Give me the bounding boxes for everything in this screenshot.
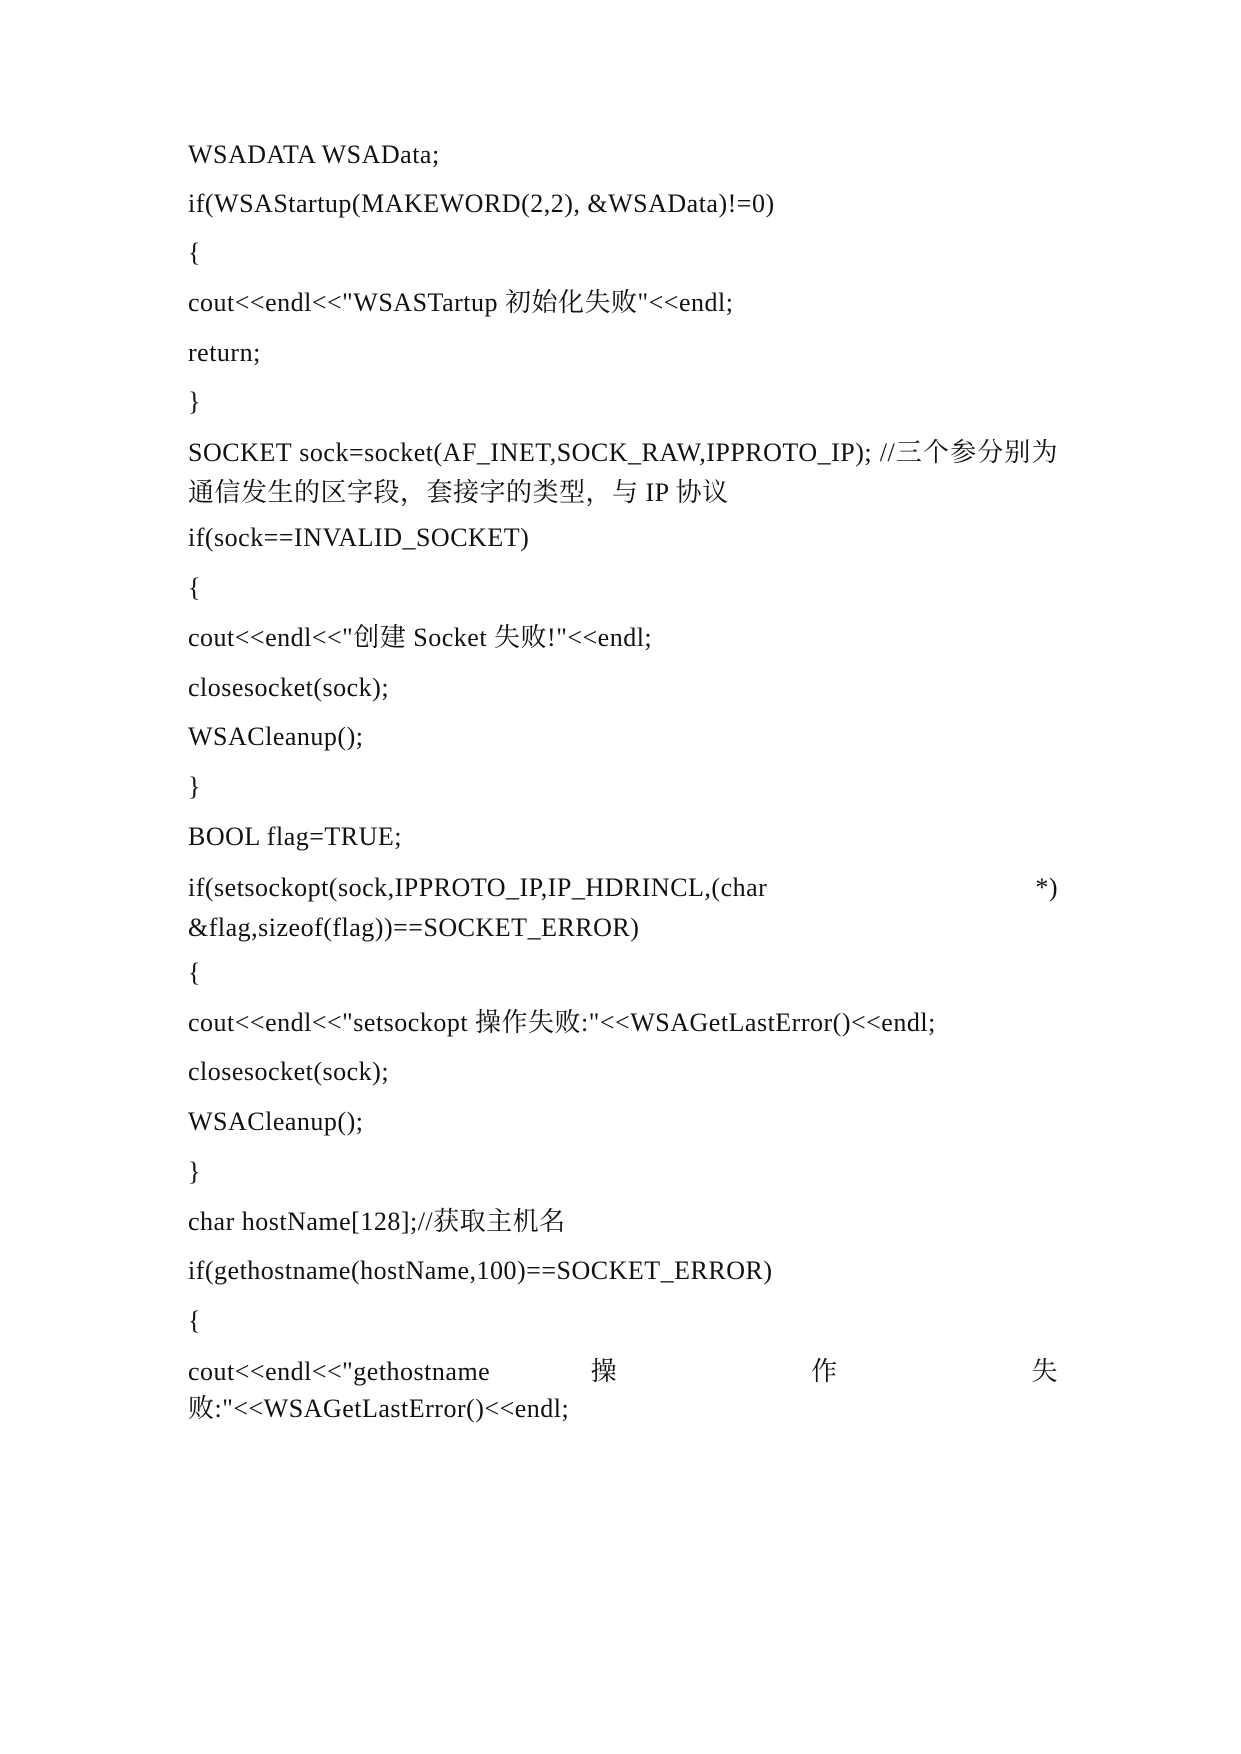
code-line: WSADATA WSAData;: [188, 140, 440, 169]
code-line: closesocket(sock);: [188, 673, 390, 702]
code-line: cout<<endl<<"setsockopt 操作失败:"<<WSAGetLastError()<<endl;: [188, 1008, 936, 1037]
code-line: WSACleanup();: [188, 722, 364, 751]
code-line: cout<<endl<<"WSASTartup 初始化失败"<<endl;: [188, 288, 734, 317]
code-line: 败:"<<WSAGetLastError()<<endl;: [188, 1394, 570, 1423]
code-line: return;: [188, 338, 261, 367]
code-line: SOCKET sock=socket(AF_INET,SOCK_RAW,IPPROTO_IP); //三个参分别为通信发生的区字段，套接字的类型，与 IP 协议: [188, 438, 1058, 507]
code-line: if(gethostname(hostName,100)==SOCKET_ERROR): [188, 1256, 773, 1285]
code-line: if(sock==INVALID_SOCKET): [188, 523, 530, 552]
code-line: cout<<endl<<"gethostname 操 作 失: [188, 1357, 1058, 1386]
code-line: if(setsockopt(sock,IPPROTO_IP,IP_HDRINCL,(char *) &flag,sizeof(flag))==SOCKET_ERROR): [188, 873, 1058, 942]
code-line: }: [188, 1157, 201, 1186]
code-line: closesocket(sock);: [188, 1057, 390, 1086]
code-line: }: [188, 387, 201, 416]
code-line: {: [188, 573, 201, 602]
code-line: if(WSAStartup(MAKEWORD(2,2), &WSAData)!=0): [188, 189, 775, 218]
code-line: }: [188, 772, 201, 801]
code-line: WSACleanup();: [188, 1107, 364, 1136]
code-line: {: [188, 958, 201, 987]
code-line: BOOL flag=TRUE;: [188, 822, 403, 851]
code-line: {: [188, 238, 201, 267]
code-line: cout<<endl<<"创建 Socket 失败!"<<endl;: [188, 623, 653, 652]
code-line: char hostName[128];//获取主机名: [188, 1207, 566, 1236]
code-line: {: [188, 1306, 201, 1335]
